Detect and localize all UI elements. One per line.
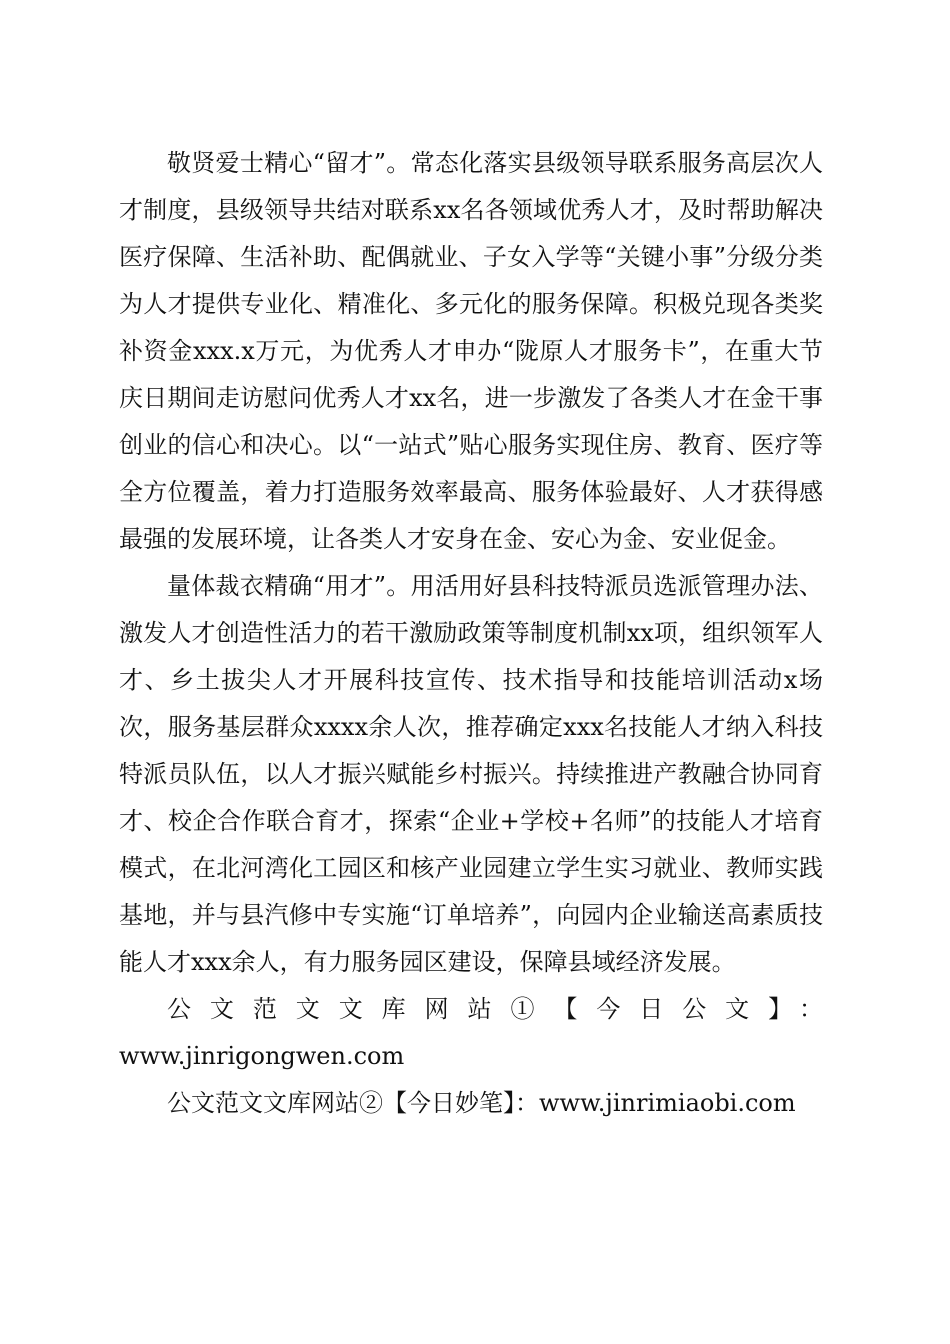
paragraph-talent-retention: 敬贤爱士精心“留才”。常态化落实县级领导联系服务高层次人才制度，县级领导共结对联系xx名各领域优秀人才，及时帮助解决医疗保障、生活补助、配偶就业、子女入学等“关键小事”分级分类为人才提供专业化、精准化、多元化的服务保障。积极兑现各类奖补资金xxx.x万元，为优秀人才申办“陇原人才服务卡”，在重大节庆日期间走访慰问优秀人才xx名，进一步激发了各类人才在金干事创业的信心和决心。以“一站式”贴心服务实现住房、教育、医疗等全方位覆盖，着力打造服务效率最高、服务体验最好、人才获得感最强的发展环境，让各类人才安身在金、安心为金、安业促金。 [119,149,823,553]
paragraph-talent-utilization: 量体裁衣精确“用才”。用活用好县科技特派员选派管理办法、激发人才创造性活力的若干激励政策等制度机制xx项，组织领军人才、乡土拔尖人才开展科技宣传、技术指导和技能培训活动x场次，服务基层群众xxxx余人次，推荐确定xxx名技能人才纳入科技特派员队伍，以人才振兴赋能乡村振兴。持续推进产教融合协同育才、校企合作联合育才，探索“企业+学校+名师”的技能人才培育模式，在北河湾化工园区和核产业园建立学生实习就业、教师实践基地，并与县汽修中专实施“订单培养”，向园内企业输送高素质技能人才xxx余人，有力服务园区建设，保障县域经济发展。 [119,572,823,976]
document-body [119,140,823,1127]
site-link-jinrimiaobi: 公文范文文库网站②【今日妙笔】：www.jinrimiaobi.com [167,1089,796,1117]
site-link-jinrigongwen: 公文范文文库网站①【今日公文】：www.jinrigongwen.com [119,995,823,1070]
